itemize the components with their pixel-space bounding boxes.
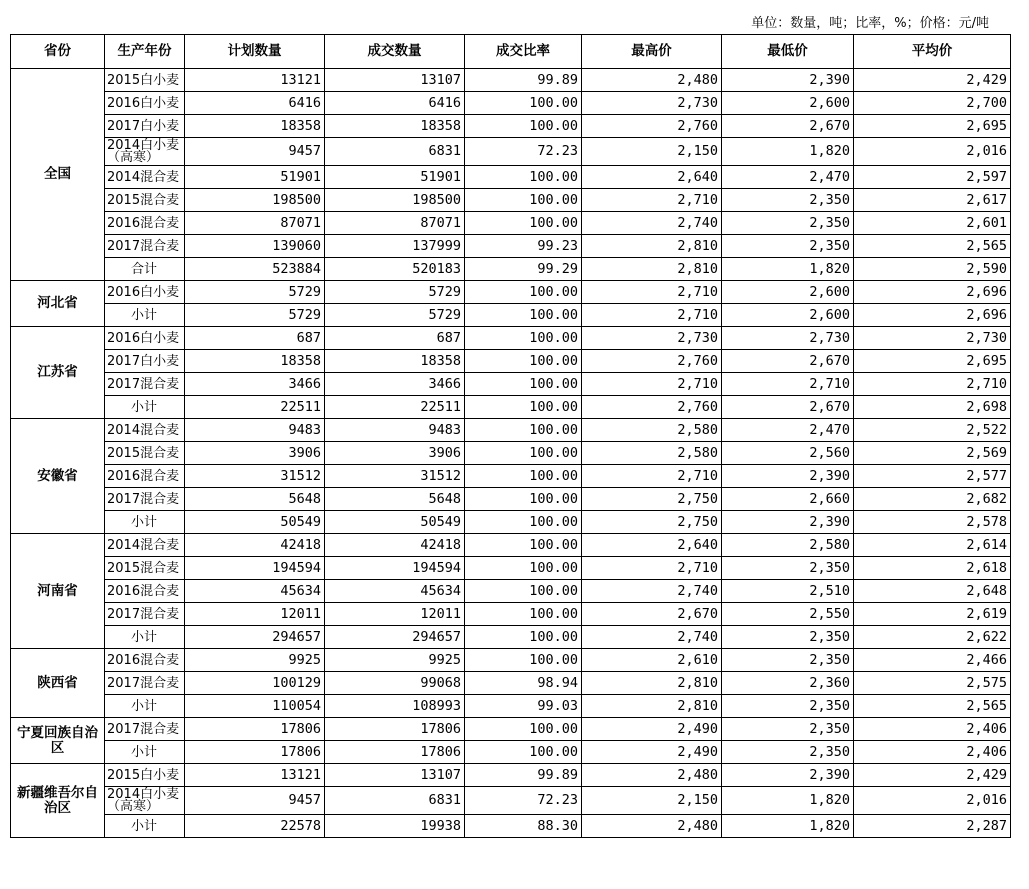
table-row <box>11 764 1011 787</box>
deal-ratio-cell: 100.00 <box>465 350 582 373</box>
avg-price-cell: 2,590 <box>854 258 1011 281</box>
deal-qty-cell: 31512 <box>325 465 465 488</box>
year-cell: 小计 <box>105 626 185 649</box>
avg-price-cell: 2,016 <box>854 138 1011 166</box>
deal-qty-cell: 9925 <box>325 649 465 672</box>
table-row <box>11 718 1011 741</box>
table-row <box>11 304 1011 327</box>
min-price-cell: 2,580 <box>722 534 854 557</box>
max-price-cell: 2,730 <box>582 327 722 350</box>
plan-qty-cell: 5729 <box>185 281 325 304</box>
table-row <box>11 580 1011 603</box>
table-row <box>11 672 1011 695</box>
deal-ratio-cell: 100.00 <box>465 166 582 189</box>
plan-qty-cell: 9457 <box>185 787 325 815</box>
deal-qty-cell: 520183 <box>325 258 465 281</box>
header-row <box>11 35 1011 69</box>
max-price-cell: 2,750 <box>582 488 722 511</box>
max-price-cell: 2,710 <box>582 557 722 580</box>
avg-price-cell: 2,695 <box>854 350 1011 373</box>
table-row <box>11 534 1011 557</box>
avg-price-cell: 2,016 <box>854 787 1011 815</box>
min-price-cell: 2,670 <box>722 396 854 419</box>
province-cell: 河北省 <box>11 281 105 327</box>
year-cell: 小计 <box>105 815 185 838</box>
avg-price-cell: 2,695 <box>854 115 1011 138</box>
deal-ratio-cell: 100.00 <box>465 741 582 764</box>
plan-qty-cell: 45634 <box>185 580 325 603</box>
header-deal-ratio: 成交比率 <box>465 35 582 69</box>
deal-ratio-cell: 99.89 <box>465 764 582 787</box>
deal-qty-cell: 194594 <box>325 557 465 580</box>
table-row <box>11 212 1011 235</box>
table-row <box>11 626 1011 649</box>
deal-qty-cell: 51901 <box>325 166 465 189</box>
max-price-cell: 2,740 <box>582 626 722 649</box>
min-price-cell: 2,600 <box>722 92 854 115</box>
min-price-cell: 2,470 <box>722 166 854 189</box>
deal-qty-cell: 5648 <box>325 488 465 511</box>
table-row <box>11 741 1011 764</box>
min-price-cell: 2,390 <box>722 69 854 92</box>
min-price-cell: 2,560 <box>722 442 854 465</box>
year-cell: 2016白小麦 <box>105 327 185 350</box>
table-row <box>11 258 1011 281</box>
year-cell: 小计 <box>105 695 185 718</box>
deal-ratio-cell: 100.00 <box>465 373 582 396</box>
deal-ratio-cell: 100.00 <box>465 718 582 741</box>
deal-ratio-cell: 99.89 <box>465 69 582 92</box>
min-price-cell: 2,350 <box>722 626 854 649</box>
deal-ratio-cell: 100.00 <box>465 115 582 138</box>
plan-qty-cell: 198500 <box>185 189 325 212</box>
year-cell: 2016白小麦 <box>105 281 185 304</box>
deal-ratio-cell: 100.00 <box>465 488 582 511</box>
min-price-cell: 2,350 <box>722 695 854 718</box>
year-cell: 2016白小麦 <box>105 92 185 115</box>
table-row <box>11 69 1011 92</box>
province-cell: 新疆维吾尔自治区 <box>11 764 105 838</box>
deal-qty-cell: 18358 <box>325 115 465 138</box>
min-price-cell: 2,360 <box>722 672 854 695</box>
deal-qty-cell: 12011 <box>325 603 465 626</box>
max-price-cell: 2,710 <box>582 189 722 212</box>
deal-qty-cell: 137999 <box>325 235 465 258</box>
year-cell: 2014白小麦（高寒） <box>105 787 185 815</box>
min-price-cell: 2,730 <box>722 327 854 350</box>
deal-qty-cell: 3906 <box>325 442 465 465</box>
max-price-cell: 2,480 <box>582 815 722 838</box>
plan-qty-cell: 5648 <box>185 488 325 511</box>
min-price-cell: 2,510 <box>722 580 854 603</box>
deal-ratio-cell: 100.00 <box>465 511 582 534</box>
max-price-cell: 2,740 <box>582 580 722 603</box>
table-row <box>11 166 1011 189</box>
year-cell: 2017混合麦 <box>105 235 185 258</box>
max-price-cell: 2,710 <box>582 465 722 488</box>
year-cell: 2017混合麦 <box>105 718 185 741</box>
deal-qty-cell: 45634 <box>325 580 465 603</box>
avg-price-cell: 2,578 <box>854 511 1011 534</box>
year-cell: 2016混合麦 <box>105 649 185 672</box>
deal-ratio-cell: 72.23 <box>465 787 582 815</box>
table-row <box>11 603 1011 626</box>
province-cell: 全国 <box>11 69 105 281</box>
max-price-cell: 2,740 <box>582 212 722 235</box>
year-cell: 2017混合麦 <box>105 488 185 511</box>
plan-qty-cell: 110054 <box>185 695 325 718</box>
header-plan-qty: 计划数量 <box>185 35 325 69</box>
avg-price-cell: 2,619 <box>854 603 1011 626</box>
province-cell: 宁夏回族自治区 <box>11 718 105 764</box>
min-price-cell: 1,820 <box>722 815 854 838</box>
deal-qty-cell: 13107 <box>325 764 465 787</box>
max-price-cell: 2,710 <box>582 373 722 396</box>
max-price-cell: 2,760 <box>582 350 722 373</box>
plan-qty-cell: 31512 <box>185 465 325 488</box>
plan-qty-cell: 6416 <box>185 92 325 115</box>
min-price-cell: 1,820 <box>722 787 854 815</box>
max-price-cell: 2,490 <box>582 741 722 764</box>
table-row <box>11 350 1011 373</box>
plan-qty-cell: 3466 <box>185 373 325 396</box>
max-price-cell: 2,760 <box>582 396 722 419</box>
year-cell: 小计 <box>105 741 185 764</box>
min-price-cell: 2,470 <box>722 419 854 442</box>
max-price-cell: 2,670 <box>582 603 722 626</box>
plan-qty-cell: 9483 <box>185 419 325 442</box>
avg-price-cell: 2,618 <box>854 557 1011 580</box>
max-price-cell: 2,480 <box>582 69 722 92</box>
min-price-cell: 2,600 <box>722 304 854 327</box>
deal-qty-cell: 5729 <box>325 281 465 304</box>
deal-qty-cell: 19938 <box>325 815 465 838</box>
max-price-cell: 2,490 <box>582 718 722 741</box>
year-cell: 2015白小麦 <box>105 764 185 787</box>
year-cell: 2014白小麦（高寒） <box>105 138 185 166</box>
avg-price-cell: 2,406 <box>854 718 1011 741</box>
deal-ratio-cell: 100.00 <box>465 212 582 235</box>
avg-price-cell: 2,577 <box>854 465 1011 488</box>
avg-price-cell: 2,617 <box>854 189 1011 212</box>
min-price-cell: 2,350 <box>722 649 854 672</box>
plan-qty-cell: 523884 <box>185 258 325 281</box>
table-row <box>11 511 1011 534</box>
table-row <box>11 695 1011 718</box>
province-cell: 江苏省 <box>11 327 105 419</box>
max-price-cell: 2,810 <box>582 695 722 718</box>
avg-price-cell: 2,569 <box>854 442 1011 465</box>
avg-price-cell: 2,700 <box>854 92 1011 115</box>
deal-qty-cell: 6831 <box>325 787 465 815</box>
year-cell: 2016混合麦 <box>105 212 185 235</box>
unit-note: 单位：数量，吨；比率，%；价格：元/吨 <box>751 16 989 31</box>
year-cell: 小计 <box>105 304 185 327</box>
avg-price-cell: 2,406 <box>854 741 1011 764</box>
deal-ratio-cell: 100.00 <box>465 580 582 603</box>
plan-qty-cell: 139060 <box>185 235 325 258</box>
year-cell: 2017混合麦 <box>105 672 185 695</box>
min-price-cell: 2,350 <box>722 718 854 741</box>
plan-qty-cell: 12011 <box>185 603 325 626</box>
plan-qty-cell: 17806 <box>185 741 325 764</box>
deal-ratio-cell: 99.23 <box>465 235 582 258</box>
plan-qty-cell: 9925 <box>185 649 325 672</box>
wheat-auction-table <box>10 34 1011 838</box>
deal-qty-cell: 17806 <box>325 718 465 741</box>
table-row <box>11 396 1011 419</box>
deal-ratio-cell: 100.00 <box>465 304 582 327</box>
deal-ratio-cell: 100.00 <box>465 557 582 580</box>
avg-price-cell: 2,565 <box>854 235 1011 258</box>
max-price-cell: 2,710 <box>582 304 722 327</box>
avg-price-cell: 2,601 <box>854 212 1011 235</box>
table-row <box>11 787 1011 815</box>
avg-price-cell: 2,429 <box>854 69 1011 92</box>
max-price-cell: 2,580 <box>582 419 722 442</box>
deal-qty-cell: 42418 <box>325 534 465 557</box>
avg-price-cell: 2,622 <box>854 626 1011 649</box>
year-cell: 2015白小麦 <box>105 69 185 92</box>
plan-qty-cell: 9457 <box>185 138 325 166</box>
deal-qty-cell: 108993 <box>325 695 465 718</box>
deal-qty-cell: 6416 <box>325 92 465 115</box>
avg-price-cell: 2,696 <box>854 281 1011 304</box>
province-cell: 河南省 <box>11 534 105 649</box>
plan-qty-cell: 294657 <box>185 626 325 649</box>
max-price-cell: 2,730 <box>582 92 722 115</box>
deal-ratio-cell: 100.00 <box>465 419 582 442</box>
plan-qty-cell: 100129 <box>185 672 325 695</box>
plan-qty-cell: 3906 <box>185 442 325 465</box>
max-price-cell: 2,150 <box>582 138 722 166</box>
deal-ratio-cell: 100.00 <box>465 442 582 465</box>
year-cell: 2017白小麦 <box>105 350 185 373</box>
year-cell: 2015混合麦 <box>105 189 185 212</box>
deal-qty-cell: 198500 <box>325 189 465 212</box>
year-cell: 2015混合麦 <box>105 557 185 580</box>
table-body <box>11 69 1011 838</box>
plan-qty-cell: 42418 <box>185 534 325 557</box>
deal-qty-cell: 13107 <box>325 69 465 92</box>
table-row <box>11 488 1011 511</box>
plan-qty-cell: 51901 <box>185 166 325 189</box>
avg-price-cell: 2,287 <box>854 815 1011 838</box>
avg-price-cell: 2,698 <box>854 396 1011 419</box>
header-max-price: 最高价 <box>582 35 722 69</box>
min-price-cell: 1,820 <box>722 138 854 166</box>
table-row <box>11 189 1011 212</box>
avg-price-cell: 2,565 <box>854 695 1011 718</box>
avg-price-cell: 2,429 <box>854 764 1011 787</box>
max-price-cell: 2,640 <box>582 534 722 557</box>
plan-qty-cell: 22511 <box>185 396 325 419</box>
deal-ratio-cell: 100.00 <box>465 281 582 304</box>
max-price-cell: 2,810 <box>582 235 722 258</box>
table-row <box>11 557 1011 580</box>
plan-qty-cell: 50549 <box>185 511 325 534</box>
table-row <box>11 373 1011 396</box>
min-price-cell: 2,710 <box>722 373 854 396</box>
deal-ratio-cell: 100.00 <box>465 92 582 115</box>
year-cell: 2015混合麦 <box>105 442 185 465</box>
min-price-cell: 2,390 <box>722 465 854 488</box>
year-cell: 小计 <box>105 396 185 419</box>
plan-qty-cell: 194594 <box>185 557 325 580</box>
deal-ratio-cell: 98.94 <box>465 672 582 695</box>
max-price-cell: 2,710 <box>582 281 722 304</box>
province-cell: 陕西省 <box>11 649 105 718</box>
avg-price-cell: 2,597 <box>854 166 1011 189</box>
table-row <box>11 649 1011 672</box>
avg-price-cell: 2,730 <box>854 327 1011 350</box>
year-cell: 小计 <box>105 511 185 534</box>
min-price-cell: 2,600 <box>722 281 854 304</box>
max-price-cell: 2,610 <box>582 649 722 672</box>
table-row <box>11 419 1011 442</box>
max-price-cell: 2,150 <box>582 787 722 815</box>
deal-ratio-cell: 100.00 <box>465 327 582 350</box>
table-row <box>11 815 1011 838</box>
table-row <box>11 235 1011 258</box>
min-price-cell: 2,550 <box>722 603 854 626</box>
table-row <box>11 115 1011 138</box>
deal-ratio-cell: 100.00 <box>465 465 582 488</box>
min-price-cell: 2,350 <box>722 235 854 258</box>
min-price-cell: 2,670 <box>722 115 854 138</box>
year-cell: 2014混合麦 <box>105 534 185 557</box>
year-cell: 2016混合麦 <box>105 465 185 488</box>
deal-ratio-cell: 72.23 <box>465 138 582 166</box>
header-province: 省份 <box>11 35 105 69</box>
min-price-cell: 2,350 <box>722 189 854 212</box>
year-cell: 2017混合麦 <box>105 603 185 626</box>
deal-ratio-cell: 99.03 <box>465 695 582 718</box>
plan-qty-cell: 5729 <box>185 304 325 327</box>
header-avg-price: 平均价 <box>854 35 1011 69</box>
deal-ratio-cell: 100.00 <box>465 189 582 212</box>
table-row <box>11 138 1011 166</box>
deal-ratio-cell: 88.30 <box>465 815 582 838</box>
max-price-cell: 2,640 <box>582 166 722 189</box>
plan-qty-cell: 18358 <box>185 350 325 373</box>
min-price-cell: 2,390 <box>722 764 854 787</box>
table-row <box>11 465 1011 488</box>
deal-qty-cell: 687 <box>325 327 465 350</box>
min-price-cell: 1,820 <box>722 258 854 281</box>
min-price-cell: 2,350 <box>722 741 854 764</box>
avg-price-cell: 2,648 <box>854 580 1011 603</box>
year-cell: 合计 <box>105 258 185 281</box>
deal-ratio-cell: 100.00 <box>465 649 582 672</box>
min-price-cell: 2,350 <box>722 557 854 580</box>
deal-qty-cell: 5729 <box>325 304 465 327</box>
year-cell: 2017白小麦 <box>105 115 185 138</box>
plan-qty-cell: 18358 <box>185 115 325 138</box>
avg-price-cell: 2,614 <box>854 534 1011 557</box>
min-price-cell: 2,670 <box>722 350 854 373</box>
year-cell: 2016混合麦 <box>105 580 185 603</box>
deal-qty-cell: 99068 <box>325 672 465 695</box>
header-min-price: 最低价 <box>722 35 854 69</box>
max-price-cell: 2,480 <box>582 764 722 787</box>
deal-qty-cell: 6831 <box>325 138 465 166</box>
deal-qty-cell: 18358 <box>325 350 465 373</box>
avg-price-cell: 2,466 <box>854 649 1011 672</box>
deal-qty-cell: 22511 <box>325 396 465 419</box>
deal-qty-cell: 50549 <box>325 511 465 534</box>
deal-ratio-cell: 100.00 <box>465 534 582 557</box>
header-year: 生产年份 <box>105 35 185 69</box>
max-price-cell: 2,810 <box>582 258 722 281</box>
max-price-cell: 2,810 <box>582 672 722 695</box>
plan-qty-cell: 17806 <box>185 718 325 741</box>
province-cell: 安徽省 <box>11 419 105 534</box>
deal-qty-cell: 87071 <box>325 212 465 235</box>
year-cell: 2017混合麦 <box>105 373 185 396</box>
avg-price-cell: 2,575 <box>854 672 1011 695</box>
deal-ratio-cell: 100.00 <box>465 396 582 419</box>
plan-qty-cell: 22578 <box>185 815 325 838</box>
avg-price-cell: 2,682 <box>854 488 1011 511</box>
deal-ratio-cell: 100.00 <box>465 603 582 626</box>
plan-qty-cell: 687 <box>185 327 325 350</box>
plan-qty-cell: 87071 <box>185 212 325 235</box>
min-price-cell: 2,350 <box>722 212 854 235</box>
table-row <box>11 442 1011 465</box>
header-deal-qty: 成交数量 <box>325 35 465 69</box>
avg-price-cell: 2,696 <box>854 304 1011 327</box>
table-row <box>11 327 1011 350</box>
avg-price-cell: 2,522 <box>854 419 1011 442</box>
deal-qty-cell: 17806 <box>325 741 465 764</box>
max-price-cell: 2,750 <box>582 511 722 534</box>
min-price-cell: 2,660 <box>722 488 854 511</box>
deal-qty-cell: 294657 <box>325 626 465 649</box>
max-price-cell: 2,580 <box>582 442 722 465</box>
deal-qty-cell: 3466 <box>325 373 465 396</box>
deal-ratio-cell: 100.00 <box>465 626 582 649</box>
year-cell: 2014混合麦 <box>105 419 185 442</box>
deal-qty-cell: 9483 <box>325 419 465 442</box>
table-row <box>11 92 1011 115</box>
min-price-cell: 2,390 <box>722 511 854 534</box>
year-cell: 2014混合麦 <box>105 166 185 189</box>
max-price-cell: 2,760 <box>582 115 722 138</box>
avg-price-cell: 2,710 <box>854 373 1011 396</box>
table-row <box>11 281 1011 304</box>
plan-qty-cell: 13121 <box>185 69 325 92</box>
plan-qty-cell: 13121 <box>185 764 325 787</box>
deal-ratio-cell: 99.29 <box>465 258 582 281</box>
